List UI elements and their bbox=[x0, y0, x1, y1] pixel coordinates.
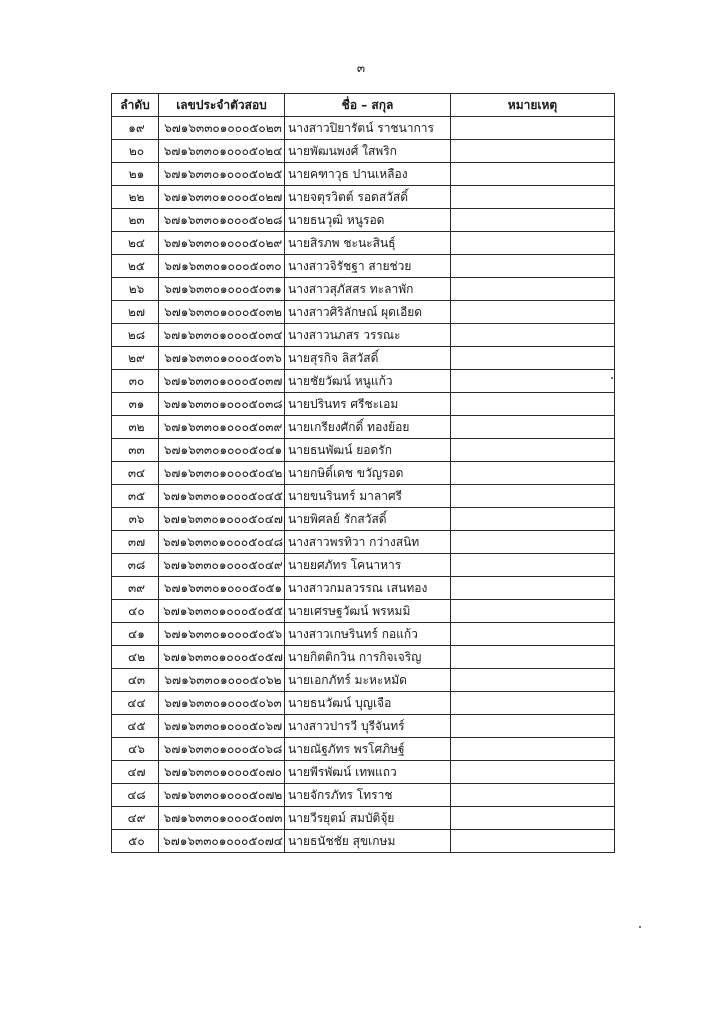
cell-full-name: นายพีรพัฒน์ เทพแถว bbox=[285, 761, 451, 784]
cell-full-name: นายกษิดิ์เดช ขวัญรอด bbox=[285, 462, 451, 485]
cell-order: ๒๔ bbox=[112, 232, 159, 255]
cell-exam-id: ๖๗๑๖๓๓๐๑๐๐๐๕๐๕๗ bbox=[159, 646, 285, 669]
cell-full-name: นายธนัชชัย สุขเกษม bbox=[285, 830, 451, 853]
cell-full-name: นายพิศลย์ รักสวัสดิ์ bbox=[285, 508, 451, 531]
cell-order: ๓๖ bbox=[112, 508, 159, 531]
cell-remarks bbox=[451, 807, 615, 830]
cell-remarks bbox=[451, 715, 615, 738]
table-row bbox=[112, 324, 615, 347]
cell-full-name: นางสาวพรทิวา กว่างสนิท bbox=[285, 531, 451, 554]
cell-order: ๒๐ bbox=[112, 140, 159, 163]
cell-full-name: นายวีรยุตม์ สมบัติจุ้ย bbox=[285, 807, 451, 830]
cell-full-name: นายปรินทร ศรีชะเอม bbox=[285, 393, 451, 416]
cell-full-name: นายจตุรวิตต์ รอดสวัสดิ์ bbox=[285, 186, 451, 209]
table-row bbox=[112, 301, 615, 324]
cell-remarks bbox=[451, 347, 615, 370]
cell-order: ๔๗ bbox=[112, 761, 159, 784]
header-exam-id: เลขประจำตัวสอบ bbox=[159, 94, 285, 117]
cell-remarks bbox=[451, 117, 615, 140]
cell-exam-id: ๖๗๑๖๓๓๐๑๐๐๐๕๐๔๒ bbox=[159, 462, 285, 485]
table-row bbox=[112, 554, 615, 577]
cell-order: ๒๙ bbox=[112, 347, 159, 370]
cell-full-name: นายกิตติกวิน การกิจเจริญ bbox=[285, 646, 451, 669]
cell-full-name: นายคฑาวุธ ปานเหลือง bbox=[285, 163, 451, 186]
cell-order: ๔๖ bbox=[112, 738, 159, 761]
cell-order: ๑๙ bbox=[112, 117, 159, 140]
page-number: ๓ bbox=[356, 61, 366, 75]
cell-full-name: นายขนรินทร์ มาลาศรี bbox=[285, 485, 451, 508]
table-row bbox=[112, 531, 615, 554]
cell-full-name: นางสาวสุภัสสร ทะลาพัก bbox=[285, 278, 451, 301]
cell-order: ๓๗ bbox=[112, 531, 159, 554]
table-row bbox=[112, 692, 615, 715]
table-row bbox=[112, 232, 615, 255]
cell-order: ๒๕ bbox=[112, 255, 159, 278]
cell-remarks bbox=[451, 830, 615, 853]
cell-exam-id: ๖๗๑๖๓๓๐๑๐๐๐๕๐๖๒ bbox=[159, 669, 285, 692]
cell-full-name: นายเกรียงศักดิ์ ทองย้อย bbox=[285, 416, 451, 439]
cell-remarks bbox=[451, 439, 615, 462]
header-remarks: หมายเหตุ bbox=[451, 94, 615, 117]
cell-order: ๓๑ bbox=[112, 393, 159, 416]
cell-exam-id: ๖๗๑๖๓๓๐๑๐๐๐๕๐๔๑ bbox=[159, 439, 285, 462]
cell-remarks bbox=[451, 600, 615, 623]
cell-order: ๒๓ bbox=[112, 209, 159, 232]
cell-exam-id: ๖๗๑๖๓๓๐๑๐๐๐๕๐๓๐ bbox=[159, 255, 285, 278]
table-row bbox=[112, 117, 615, 140]
cell-order: ๔๕ bbox=[112, 715, 159, 738]
table-row bbox=[112, 485, 615, 508]
cell-remarks bbox=[451, 692, 615, 715]
cell-remarks bbox=[451, 508, 615, 531]
cell-remarks bbox=[451, 186, 615, 209]
table-row bbox=[112, 163, 615, 186]
cell-remarks bbox=[451, 554, 615, 577]
table-body bbox=[112, 117, 615, 853]
cell-full-name: นางสาวศิริลักษณ์ ผุดเอียด bbox=[285, 301, 451, 324]
cell-exam-id: ๖๗๑๖๓๓๐๑๐๐๐๕๐๖๗ bbox=[159, 715, 285, 738]
cell-remarks bbox=[451, 738, 615, 761]
cell-exam-id: ๖๗๑๖๓๓๐๑๐๐๐๕๐๗๐ bbox=[159, 761, 285, 784]
cell-order: ๓๔ bbox=[112, 462, 159, 485]
cell-order: ๓๐ bbox=[112, 370, 159, 393]
cell-full-name: นายธนวัฒน์ บุญเจือ bbox=[285, 692, 451, 715]
cell-full-name: นายสุรกิจ ลิสวัสดิ์ bbox=[285, 347, 451, 370]
cell-exam-id: ๖๗๑๖๓๓๐๑๐๐๐๕๐๗๓ bbox=[159, 807, 285, 830]
cell-order: ๒๗ bbox=[112, 301, 159, 324]
table-row bbox=[112, 508, 615, 531]
cell-full-name: นางสาวนภสร วรรณะ bbox=[285, 324, 451, 347]
cell-remarks bbox=[451, 416, 615, 439]
cell-full-name: นายชัยวัฒน์ หนูแก้ว bbox=[285, 370, 451, 393]
cell-exam-id: ๖๗๑๖๓๓๐๑๐๐๐๕๐๒๘ bbox=[159, 209, 285, 232]
cell-remarks bbox=[451, 462, 615, 485]
cell-remarks bbox=[451, 623, 615, 646]
cell-order: ๒๖ bbox=[112, 278, 159, 301]
cell-exam-id: ๖๗๑๖๓๓๐๑๐๐๐๕๐๓๗ bbox=[159, 370, 285, 393]
cell-exam-id: ๖๗๑๖๓๓๐๑๐๐๐๕๐๒๓ bbox=[159, 117, 285, 140]
cell-exam-id: ๖๗๑๖๓๓๐๑๐๐๐๕๐๔๘ bbox=[159, 531, 285, 554]
table-row bbox=[112, 347, 615, 370]
table-row bbox=[112, 255, 615, 278]
table-row bbox=[112, 370, 615, 393]
cell-order: ๒๘ bbox=[112, 324, 159, 347]
header-order: ลำดับ bbox=[112, 94, 159, 117]
cell-exam-id: ๖๗๑๖๓๓๐๑๐๐๐๕๐๔๕ bbox=[159, 485, 285, 508]
table-row bbox=[112, 807, 615, 830]
table-row bbox=[112, 623, 615, 646]
cell-full-name: นายณัฐภัทร พรโศภิษฐ์ bbox=[285, 738, 451, 761]
table-row bbox=[112, 646, 615, 669]
cell-order: ๓๘ bbox=[112, 554, 159, 577]
roster-table bbox=[111, 93, 615, 853]
cell-order: ๓๕ bbox=[112, 485, 159, 508]
cell-order: ๓๓ bbox=[112, 439, 159, 462]
cell-exam-id: ๖๗๑๖๓๓๐๑๐๐๐๕๐๒๕ bbox=[159, 163, 285, 186]
table-row bbox=[112, 784, 615, 807]
cell-exam-id: ๖๗๑๖๓๓๐๑๐๐๐๕๐๓๖ bbox=[159, 347, 285, 370]
cell-remarks bbox=[451, 646, 615, 669]
cell-remarks bbox=[451, 140, 615, 163]
table-row bbox=[112, 830, 615, 853]
cell-remarks bbox=[451, 531, 615, 554]
cell-exam-id: ๖๗๑๖๓๓๐๑๐๐๐๕๐๗๔ bbox=[159, 830, 285, 853]
cell-full-name: นางสาวปารวี บุรีจันทร์ bbox=[285, 715, 451, 738]
cell-exam-id: ๖๗๑๖๓๓๐๑๐๐๐๕๐๒๗ bbox=[159, 186, 285, 209]
cell-exam-id: ๖๗๑๖๓๓๐๑๐๐๐๕๐๕๖ bbox=[159, 623, 285, 646]
cell-order: ๕๐ bbox=[112, 830, 159, 853]
cell-exam-id: ๖๗๑๖๓๓๐๑๐๐๐๕๐๓๘ bbox=[159, 393, 285, 416]
cell-remarks bbox=[451, 485, 615, 508]
table-row bbox=[112, 278, 615, 301]
cell-exam-id: ๖๗๑๖๓๓๐๑๐๐๐๕๐๕๑ bbox=[159, 577, 285, 600]
cell-remarks bbox=[451, 761, 615, 784]
cell-order: ๔๑ bbox=[112, 623, 159, 646]
cell-remarks bbox=[451, 232, 615, 255]
cell-order: ๓๒ bbox=[112, 416, 159, 439]
cell-order: ๔๐ bbox=[112, 600, 159, 623]
cell-exam-id: ๖๗๑๖๓๓๐๑๐๐๐๕๐๒๙ bbox=[159, 232, 285, 255]
table-row bbox=[112, 209, 615, 232]
cell-remarks bbox=[451, 301, 615, 324]
cell-exam-id: ๖๗๑๖๓๓๐๑๐๐๐๕๐๗๒ bbox=[159, 784, 285, 807]
cell-remarks bbox=[451, 669, 615, 692]
table-row bbox=[112, 140, 615, 163]
cell-full-name: นางสาวปิยารัตน์ ราชนาการ bbox=[285, 117, 451, 140]
table-row bbox=[112, 186, 615, 209]
cell-exam-id: ๖๗๑๖๓๓๐๑๐๐๐๕๐๖๓ bbox=[159, 692, 285, 715]
cell-exam-id: ๖๗๑๖๓๓๐๑๐๐๐๕๐๔๗ bbox=[159, 508, 285, 531]
table-row bbox=[112, 715, 615, 738]
cell-remarks bbox=[451, 370, 615, 393]
cell-remarks bbox=[451, 577, 615, 600]
cell-full-name: นายธนพัฒน์ ยอดรัก bbox=[285, 439, 451, 462]
scan-speck bbox=[611, 377, 613, 379]
cell-remarks bbox=[451, 324, 615, 347]
cell-exam-id: ๖๗๑๖๓๓๐๑๐๐๐๕๐๓๑ bbox=[159, 278, 285, 301]
table-header-row bbox=[112, 94, 615, 117]
table-row bbox=[112, 738, 615, 761]
cell-full-name: นายสิรภพ ชะนะสินธุ์ bbox=[285, 232, 451, 255]
cell-order: ๒๑ bbox=[112, 163, 159, 186]
cell-order: ๓๙ bbox=[112, 577, 159, 600]
cell-full-name: นายจักรภัทร โทราช bbox=[285, 784, 451, 807]
table-row bbox=[112, 600, 615, 623]
cell-order: ๔๙ bbox=[112, 807, 159, 830]
table-row bbox=[112, 439, 615, 462]
cell-full-name: นางสาวเกษรินทร์ กอแก้ว bbox=[285, 623, 451, 646]
cell-remarks bbox=[451, 393, 615, 416]
cell-order: ๔๔ bbox=[112, 692, 159, 715]
table-row bbox=[112, 761, 615, 784]
cell-full-name: นางสาวจิรัชฐา สายช่วย bbox=[285, 255, 451, 278]
cell-remarks bbox=[451, 784, 615, 807]
cell-exam-id: ๖๗๑๖๓๓๐๑๐๐๐๕๐๓๙ bbox=[159, 416, 285, 439]
cell-exam-id: ๖๗๑๖๓๓๐๑๐๐๐๕๐๒๔ bbox=[159, 140, 285, 163]
cell-exam-id: ๖๗๑๖๓๓๐๑๐๐๐๕๐๕๕ bbox=[159, 600, 285, 623]
cell-exam-id: ๖๗๑๖๓๓๐๑๐๐๐๕๐๔๙ bbox=[159, 554, 285, 577]
cell-order: ๔๓ bbox=[112, 669, 159, 692]
scan-speck bbox=[639, 926, 641, 928]
cell-full-name: นายเศรษฐวัฒน์ พรหมมิ bbox=[285, 600, 451, 623]
cell-full-name: นายธนวุฒิ หนูรอด bbox=[285, 209, 451, 232]
cell-exam-id: ๖๗๑๖๓๓๐๑๐๐๐๕๐๓๒ bbox=[159, 301, 285, 324]
cell-order: ๔๘ bbox=[112, 784, 159, 807]
cell-full-name: นายยศภัทร โคนาหาร bbox=[285, 554, 451, 577]
table-row bbox=[112, 416, 615, 439]
header-full-name: ชื่อ – สกุล bbox=[285, 94, 451, 117]
table-row bbox=[112, 669, 615, 692]
cell-full-name: นางสาวกมลวรรณ เสนทอง bbox=[285, 577, 451, 600]
table-row bbox=[112, 577, 615, 600]
cell-order: ๔๒ bbox=[112, 646, 159, 669]
cell-order: ๒๒ bbox=[112, 186, 159, 209]
table-row bbox=[112, 462, 615, 485]
cell-remarks bbox=[451, 255, 615, 278]
cell-full-name: นายพัฒนพงศ์ ใสพริก bbox=[285, 140, 451, 163]
cell-remarks bbox=[451, 209, 615, 232]
cell-exam-id: ๖๗๑๖๓๓๐๑๐๐๐๕๐๓๔ bbox=[159, 324, 285, 347]
cell-remarks bbox=[451, 163, 615, 186]
table-row bbox=[112, 393, 615, 416]
cell-full-name: นายเอกภัทร์ มะหะหมัด bbox=[285, 669, 451, 692]
cell-remarks bbox=[451, 278, 615, 301]
cell-exam-id: ๖๗๑๖๓๓๐๑๐๐๐๕๐๖๘ bbox=[159, 738, 285, 761]
